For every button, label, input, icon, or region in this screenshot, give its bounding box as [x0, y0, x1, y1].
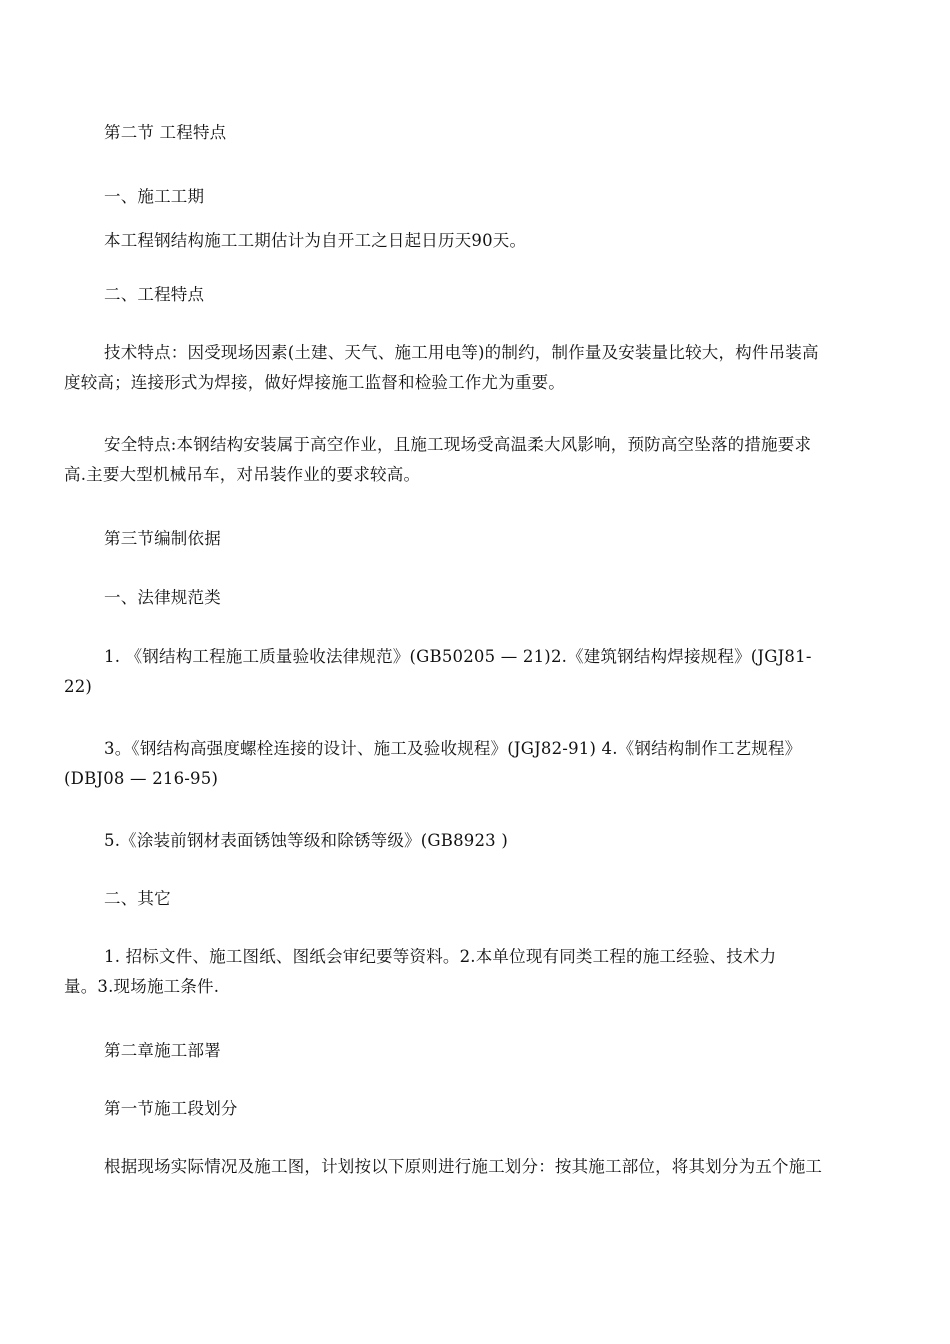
law-item-3-paragraph	[64, 734, 801, 794]
technical-features-line-2: 度较高；连接形式为焊接，做好焊接施工监督和检验工作尤为重要。	[64, 373, 565, 392]
other-item-paragraph	[64, 942, 776, 1002]
item-1-text: 本工程钢结构施工工期估计为自开工之日起日历天90天。	[104, 231, 527, 250]
safety-features-paragraph	[64, 430, 811, 490]
law-item-1-line-2: 22)	[64, 677, 93, 696]
chapter-2-title: 第二章施工部署	[104, 1041, 221, 1060]
other-item-line-2: 量。3.现场施工条件.	[64, 977, 220, 996]
technical-features-line-1: 技术特点：因受现场因素(土建、天气、施工用电等)的制约，制作量及安装量比较大，构件吊装高	[104, 343, 819, 362]
law-category-title: 一、法律规范类	[104, 588, 221, 607]
law-item-3-line-1: 3。《钢结构高强度螺栓连接的设计、施工及验收规程》(JGJ82-91) 4.《钢结构制作工艺规程》	[104, 739, 802, 758]
other-item-line-1: 1. 招标文件、施工图纸、图纸会审纪要等资料。2.本单位现有同类工程的施工经验、技术力	[104, 947, 777, 966]
section-1-title: 第一节施工段划分	[104, 1099, 238, 1118]
safety-features-line-1: 安全特点:本钢结构安装属于高空作业，且施工现场受高温柔大风影响，预防高空坠落的措施要求	[104, 435, 812, 454]
law-item-5: 5.《涂装前钢材表面锈蚀等级和除锈等级》(GB8923 )	[104, 831, 508, 850]
other-category-title: 二、其它	[104, 889, 171, 908]
law-item-3-line-2: (DBJ08 — 216-95)	[64, 769, 219, 788]
law-item-1-paragraph	[64, 642, 812, 702]
section-3-title: 第三节编制依据	[104, 529, 221, 548]
safety-features-line-2: 高.主要大型机械吊车，对吊装作业的要求较高。	[64, 465, 421, 484]
division-text: 根据现场实际情况及施工图，计划按以下原则进行施工划分：按其施工部位，将其划分为五个施工	[104, 1157, 823, 1176]
section-2-title: 第二节 工程特点	[104, 123, 227, 142]
item-1-title: 一、施工工期	[104, 187, 205, 206]
law-item-1-line-1: 1. 《钢结构工程施工质量验收法律规范》(GB50205 — 21)2.《建筑钢结构焊接规程》(JGJ81-	[104, 647, 812, 666]
item-2-title: 二、工程特点	[104, 285, 205, 304]
technical-features-paragraph	[64, 338, 819, 398]
